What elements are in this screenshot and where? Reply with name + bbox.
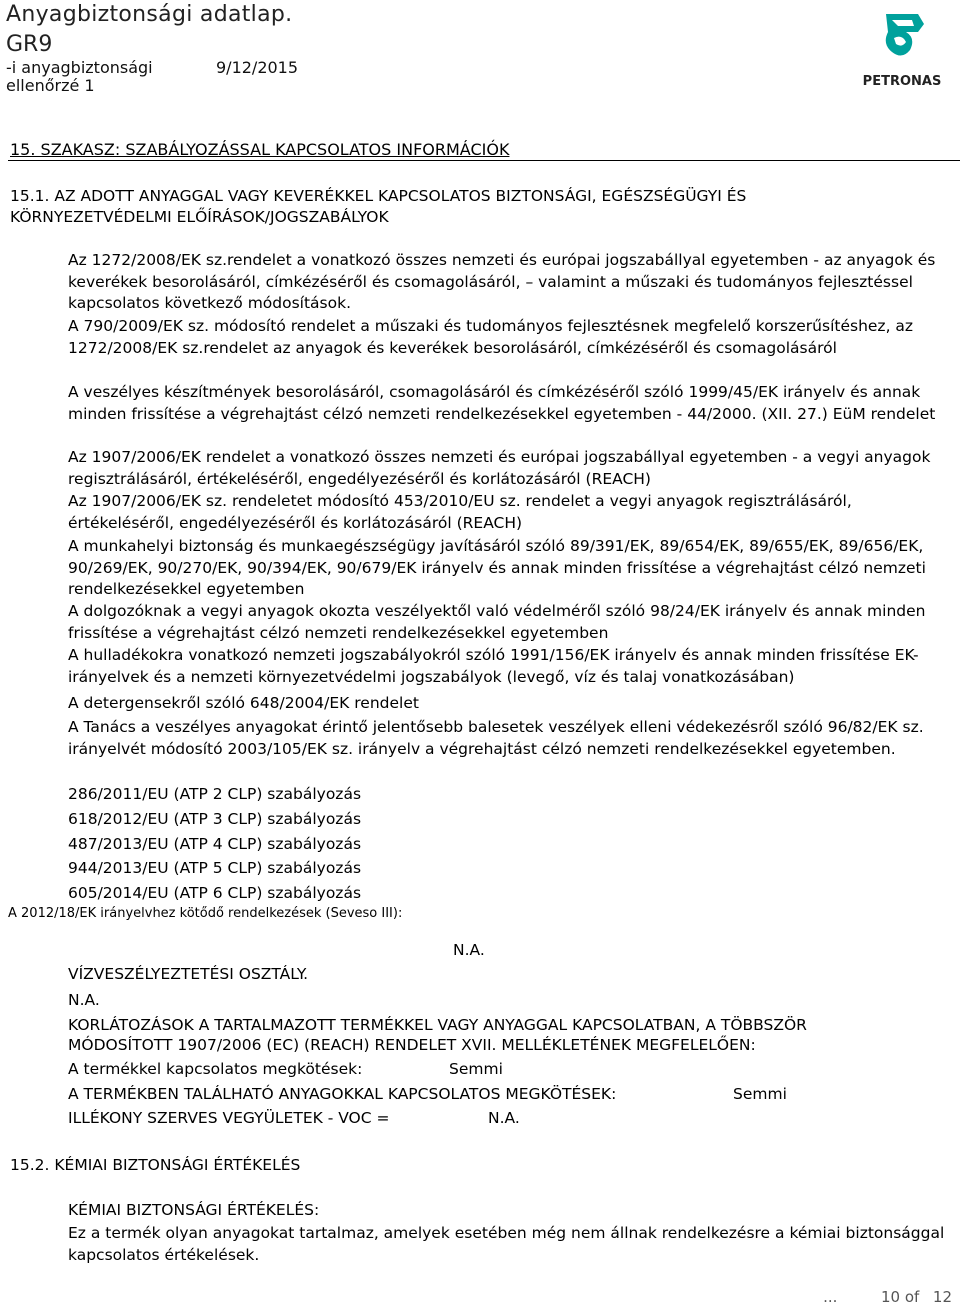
page-of: of [904,1288,920,1306]
voc-label: ILLÉKONY SZERVES VEGYÜLETEK - VOC = [68,1109,390,1127]
subsection-15-1-line1: 15.1. AZ ADOTT ANYAGGAL VAGY KEVERÉKKEL KAPCSOLATOS BIZTONSÁGI, EGÉSZSÉGÜGYI ÉS [10,187,747,205]
clp-item: 605/2014/EU (ATP 6 CLP) szabályozás [68,884,362,902]
section-rule [8,160,960,161]
clp-item: 618/2012/EU (ATP 3 CLP) szabályozás [68,810,362,828]
regulation-paragraph: Az 1907/2006/EK rendelet a vonatkozó összes nemzeti és európai jogszabállyal egyetemben - a vegyi anyagok regisztrálásáról, értékeléséről, engedélyezéséről és korlátozásáról (REACH) [68,448,931,488]
page-number: 10 [881,1288,901,1306]
restrictions-line2: MÓDOSÍTOTT 1907/2006 (EC) (REACH) RENDELET XVII. MELLÉKLETÉNEK MEGFELELŐEN: [68,1036,756,1054]
csa-text: Ez a termék olyan anyagokat tartalmaz, amelyek esetében még nem állnak rendelkezésre a kémiai biztonsággal kapcsolatos értékelések. [68,1224,945,1264]
logo-text: PETRONAS [862,74,942,89]
regulation-paragraph: A Tanács a veszélyes anyagokat érintő jelentősebb balesetek veszélyek elleni védekezésről szóló 96/82/EK sz. irányelvét módosító 2003/105/EK sz. irányelv a végrehajtást célzó nemzeti rendelkezésekkel egyetemben. [68,718,924,758]
document-title: Anyagbiztonsági adatlap. [6,2,293,27]
voc-value: N.A. [488,1109,520,1127]
substance-restrictions-label: A TERMÉKBEN TALÁLHATÓ ANYAGOKKAL KAPCSOLATOS MEGKÖTÉSEK: [68,1085,617,1103]
footer-ellipsis: ... [823,1288,838,1306]
product-restrictions-value: Semmi [449,1060,503,1078]
revision-date: 9/12/2015 [216,58,299,77]
page-footer [823,1288,952,1306]
regulation-paragraph: A dolgozóknak a vegyi anyagok okozta veszélyektől való védelméről szóló 98/24/EK irányelv és annak minden frissítése a végrehajtást célzó nemzeti rendelkezésekkel egyetemben [68,602,926,642]
regulation-paragraph: Az 1907/2006/EK sz. rendeletet módosító 453/2010/EU sz. rendelet a vegyi anyagok regisztrálásáról, értékeléséről, engedélyezéséről és korlátozásáról (REACH) [68,492,852,532]
product-code: GR9 [6,32,53,57]
regulation-paragraph: A 790/2009/EK sz. módosító rendelet a műszaki és tudományos fejlesztésnek megfelelő korszerűsítéshez, az 1272/2008/EK sz.rendelet az anyagok és keverékek besorolásáról, címkézéséről és csomagolásáról [68,317,914,357]
water-hazard-value: N.A. [68,991,100,1009]
clp-item: 286/2011/EU (ATP 2 CLP) szabályozás [68,785,362,803]
substance-restrictions-value: Semmi [733,1085,787,1103]
csa-label: KÉMIAI BIZTONSÁGI ÉRTÉKELÉS: [68,1201,320,1219]
regulation-paragraph: A hulladékokra vonatkozó nemzeti jogszabályokról szóló 1991/156/EK irányelv és annak minden frissítése EK-irányelvek és a nemzeti környezetvédelmi jogszabályok (levegő, víz és talaj vonatkozásában) [68,646,919,686]
regulation-paragraph: A veszélyes készítmények besorolásáról, csomagolásáról és címkézéséről szóló 1999/45/EK irányelv és annak minden frissítése a végrehajtást célzó nemzeti rendelkezésekkel egyetemben - 44/2000. (XII. 27.) EüM rendelet [68,383,936,423]
restrictions-line1: KORLÁTOZÁSOK A TARTALMAZOTT TERMÉKKEL VAGY ANYAGGAL KAPCSOLATBAN, A TÖBBSZÖR [68,1016,807,1034]
meta-line-2: ellenőrzé 1 [6,76,95,95]
seveso-value: N.A. [453,941,485,959]
clp-item: 487/2013/EU (ATP 4 CLP) szabályozás [68,835,362,853]
product-restrictions-label: A termékkel kapcsolatos megkötések: [68,1060,363,1078]
regulation-paragraph: Az 1272/2008/EK sz.rendelet a vonatkozó összes nemzeti és európai jogszabállyal egyetemben - az anyagok és keverékek besorolásáról, címkézéséről és csomagolásáról, – valamint a műszaki és tudományos fejlesztéssel kapcsolatos következő módosítások. [68,251,936,312]
petronas-logo [858,8,946,89]
clp-item: 944/2013/EU (ATP 5 CLP) szabályozás [68,859,362,877]
regulation-paragraph: A detergensekről szóló 648/2004/EK rendelet [68,694,419,712]
regulation-paragraph: A munkahelyi biztonság és munkaegészségügy javításáról szóló 89/391/EK, 89/654/EK, 89/655/EK, 89/656/EK, 90/269/EK, 90/270/EK, 90/394/EK, 90/679/EK irányelv és annak minden frissítése a végrehajtást célzó nemzeti rendelkezésekkel egyetemben [68,537,926,598]
meta-line-1: -i anyagbiztonsági [6,58,153,77]
subsection-15-1-line2: KÖRNYEZETVÉDELMI ELŐÍRÁSOK/JOGSZABÁLYOK [10,208,389,226]
section-heading: 15. SZAKASZ: SZABÁLYOZÁSSAL KAPCSOLATOS INFORMÁCIÓK [10,140,510,159]
subsection-15-2: 15.2. KÉMIAI BIZTONSÁGI ÉRTÉKELÉS [10,1156,301,1174]
seveso-label: A 2012/18/EK irányelvhez kötődő rendelkezések (Seveso III): [8,906,403,921]
petronas-logo-mark-icon [858,8,946,68]
page-total: 12 [932,1288,952,1306]
water-hazard-label: VÍZVESZÉLYEZTETÉSI OSZTÁLY. [68,965,309,983]
